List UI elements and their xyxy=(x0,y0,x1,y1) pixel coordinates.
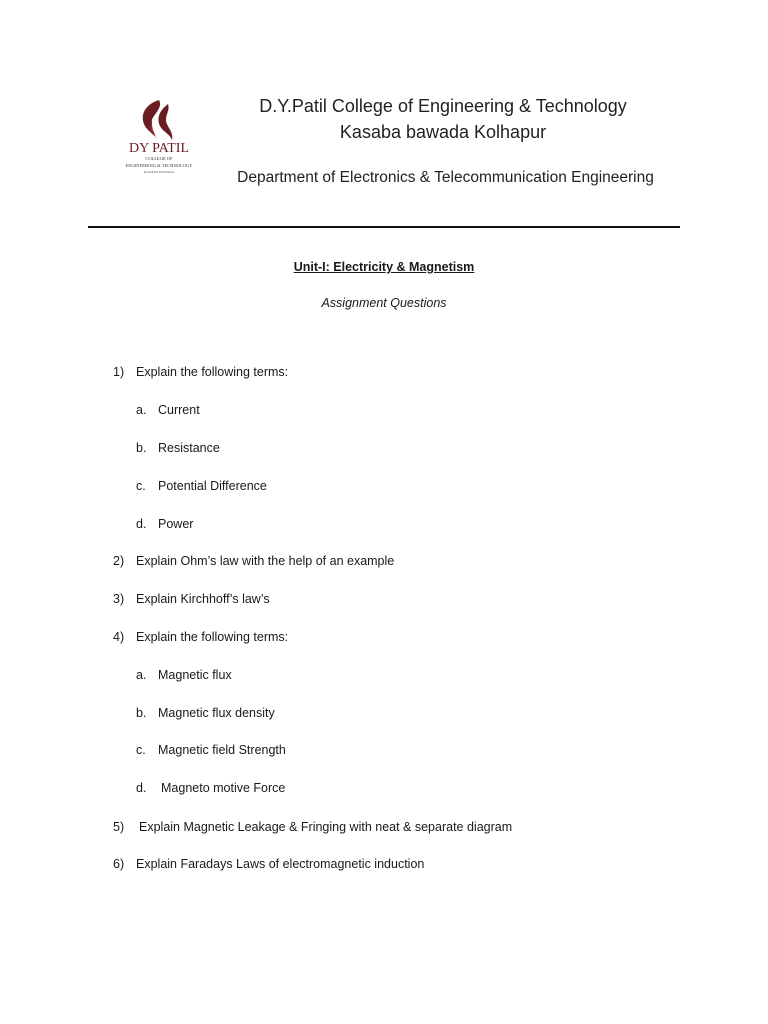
college-name xyxy=(218,93,668,145)
sub-item-label: d. xyxy=(136,781,147,795)
question-text: Explain Kirchhoff’s law’s xyxy=(136,592,270,606)
sub-item-label: a. xyxy=(136,668,147,682)
sub-item-text: Resistance xyxy=(158,441,220,455)
question-number: 5) xyxy=(113,820,125,834)
question-text: Explain Ohm’s law with the help of an example xyxy=(136,554,395,568)
question-text: Explain Faradays Laws of electromagnetic induction xyxy=(136,857,425,871)
question-number: 1) xyxy=(113,365,125,379)
question-number: 4) xyxy=(113,630,125,644)
sub-item-label: d. xyxy=(136,517,147,531)
college-name-line-2: Kasaba bawada Kolhapur xyxy=(339,122,547,142)
sub-item-text: Current xyxy=(158,403,200,417)
question-text: Explain Magnetic Leakage & Fringing with neat & separate diagram xyxy=(139,820,513,834)
sub-item-label: b. xyxy=(136,441,147,455)
logo-line-1: COLLEGE OF xyxy=(145,156,173,161)
college-logo xyxy=(116,96,202,178)
question-number: 3) xyxy=(113,592,125,606)
sub-item-text: Magnetic flux density xyxy=(158,706,275,720)
question-text: Explain the following terms: xyxy=(136,630,289,644)
logo-line-3: KASABA BAWADA xyxy=(143,170,175,174)
unit-title-text: Unit-I: Electricity & Magnetism xyxy=(293,260,475,274)
logo-line-2: ENGINEERING & TECHNOLOGY xyxy=(125,163,193,168)
question-number: 6) xyxy=(113,857,125,871)
question-number: 2) xyxy=(113,554,125,568)
question-text: Explain the following terms: xyxy=(136,365,289,379)
department-name: Department of Electronics & Telecommunication Engineering xyxy=(237,169,654,186)
assignment-subtitle: Assignment Questions xyxy=(321,296,447,310)
sub-item-label: b. xyxy=(136,706,147,720)
college-name-line-1: D.Y.Patil College of Engineering & Technology xyxy=(259,96,627,116)
sub-item-text: Potential Difference xyxy=(158,479,267,493)
unit-title xyxy=(0,260,768,274)
header-divider xyxy=(88,226,680,228)
sub-item-text: Power xyxy=(158,517,194,531)
sub-item-text: Magneto motive Force xyxy=(161,781,286,795)
logo-main-text: DY PATIL xyxy=(128,141,190,156)
flame-emblem-icon xyxy=(116,96,202,178)
sub-item-label: c. xyxy=(136,743,146,757)
sub-item-text: Magnetic field Strength xyxy=(158,743,286,757)
sub-item-label: c. xyxy=(136,479,146,493)
sub-item-label: a. xyxy=(136,403,147,417)
sub-item-text: Magnetic flux xyxy=(158,668,232,682)
